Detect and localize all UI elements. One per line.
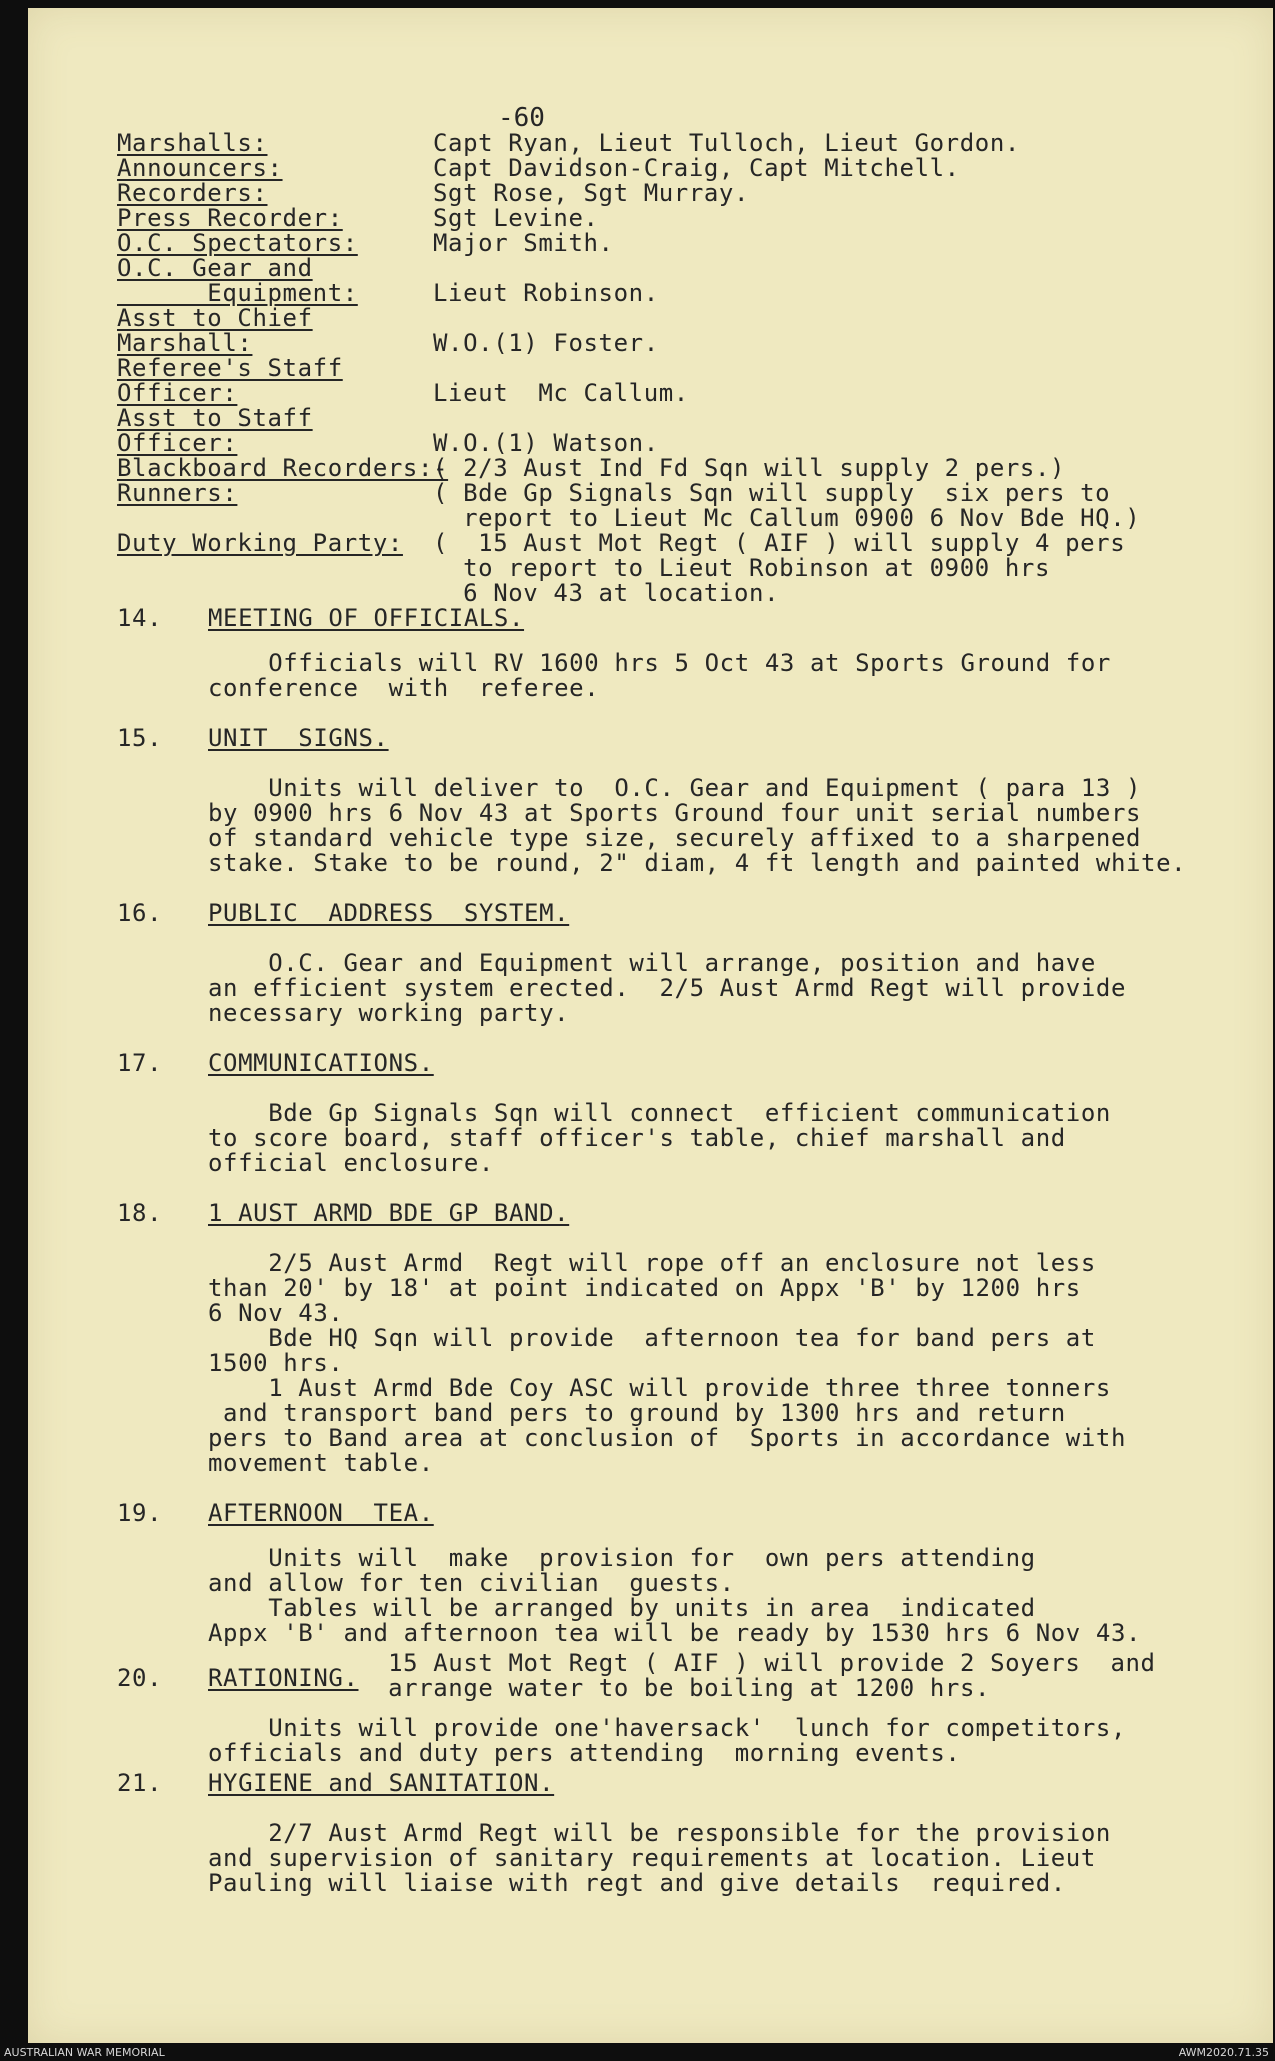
official-names: Lieut Mc Callum. xyxy=(433,379,689,407)
official-role: Marshall: xyxy=(117,329,253,357)
section-line: official enclosure. xyxy=(208,1149,494,1177)
official-role: Asst to Chief xyxy=(117,304,313,332)
section-line: 2/5 Aust Armd Regt will rope off an enclosure not less xyxy=(208,1249,1096,1277)
official-role: Press Recorder: xyxy=(117,204,343,232)
section-line: Appx 'B' and afternoon tea will be ready by 1530 hrs 6 Nov 43. xyxy=(208,1619,1142,1647)
official-role: Officer: xyxy=(117,429,238,457)
section-line: stake. Stake to be round, 2" diam, 4 ft length and painted white. xyxy=(208,849,1187,877)
official-role: Marshalls: xyxy=(117,129,268,157)
section-line: 1 Aust Armd Bde Coy ASC will provide three three tonners xyxy=(208,1374,1111,1402)
section-heading: RATIONING. xyxy=(208,1664,359,1692)
section-heading: MEETING OF OFFICIALS. xyxy=(208,604,525,632)
section-line: by 0900 hrs 6 Nov 43 at Sports Ground four unit serial numbers xyxy=(208,799,1142,827)
section-line: movement table. xyxy=(208,1449,434,1477)
official-names: Lieut Robinson. xyxy=(433,279,659,307)
official-names: to report to Lieut Robinson at 0900 hrs xyxy=(433,554,1051,582)
section-line: officials and duty pers attending morning events. xyxy=(208,1739,961,1767)
section-line: 1500 hrs. xyxy=(208,1349,344,1377)
section-line: Bde Gp Signals Sqn will connect efficient communication xyxy=(208,1099,1111,1127)
section-line: pers to Band area at conclusion of Sports in accordance with xyxy=(208,1424,1127,1452)
section-line: than 20' by 18' at point indicated on Appx 'B' by 1200 hrs xyxy=(208,1274,1081,1302)
section-number: 21. xyxy=(117,1769,163,1797)
footer-catalogue-number: AWM2020.71.35 xyxy=(1178,2046,1269,2059)
official-role: Recorders: xyxy=(117,179,268,207)
section-heading: HYGIENE and SANITATION. xyxy=(208,1769,555,1797)
section-heading: AFTERNOON TEA. xyxy=(208,1499,434,1527)
footer-credit: AUSTRALIAN WAR MEMORIAL xyxy=(4,2046,165,2059)
official-role: O.C. Gear and xyxy=(117,254,313,282)
section-number: 17. xyxy=(117,1049,163,1077)
official-names: Sgt Rose, Sgt Murray. xyxy=(433,179,750,207)
official-role: O.C. Spectators: xyxy=(117,229,358,257)
section-line: an efficient system erected. 2/5 Aust Armd Regt will provide xyxy=(208,974,1127,1002)
official-names: ( Bde Gp Signals Sqn will supply six pers to xyxy=(433,479,1111,507)
section-line: necessary working party. xyxy=(208,999,570,1027)
section-number: 20. xyxy=(117,1664,163,1692)
official-names: W.O.(1) Watson. xyxy=(433,429,659,457)
section-line: Tables will be arranged by units in area indicated xyxy=(208,1594,1036,1622)
section-line: and supervision of sanitary requirements at location. Lieut xyxy=(208,1844,1096,1872)
official-role: Runners: xyxy=(117,479,238,507)
official-names: ( 15 Aust Mot Regt ( AIF ) will supply 4 pers xyxy=(433,529,1126,557)
section-line: Bde HQ Sqn will provide afternoon tea for band pers at xyxy=(208,1324,1096,1352)
section-line: 2/7 Aust Armd Regt will be responsible for the provision xyxy=(208,1819,1111,1847)
official-role: Equipment: xyxy=(117,279,358,307)
official-names: Capt Ryan, Lieut Tulloch, Lieut Gordon. xyxy=(433,129,1020,157)
section-heading: UNIT SIGNS. xyxy=(208,724,389,752)
section-line: Officials will RV 1600 hrs 5 Oct 43 at Sports Ground for xyxy=(208,649,1111,677)
page-number: -60 xyxy=(498,103,545,133)
section-number: 19. xyxy=(117,1499,163,1527)
official-names: Capt Davidson-Craig, Capt Mitchell. xyxy=(433,154,960,182)
section-line: and allow for ten civilian guests. xyxy=(208,1569,735,1597)
section-line: Units will deliver to O.C. Gear and Equipment ( para 13 ) xyxy=(208,774,1142,802)
official-role: Referee's Staff xyxy=(117,354,343,382)
section-heading: 1 AUST ARMD BDE GP BAND. xyxy=(208,1199,570,1227)
section-number: 16. xyxy=(117,899,163,927)
section-line: Pauling will liaise with regt and give details required. xyxy=(208,1869,1066,1897)
section-line: conference with referee. xyxy=(208,674,600,702)
section-heading: COMMUNICATIONS. xyxy=(208,1049,434,1077)
section-line: of standard vehicle type size, securely affixed to a sharpened xyxy=(208,824,1142,852)
section-line: 15 Aust Mot Regt ( AIF ) will provide 2 Soyers and xyxy=(358,1649,1156,1677)
official-names: report to Lieut Mc Callum 0900 6 Nov Bde HQ.) xyxy=(433,504,1141,532)
official-role: Announcers: xyxy=(117,154,283,182)
section-line: O.C. Gear and Equipment will arrange, position and have xyxy=(208,949,1096,977)
official-names: Sgt Levine. xyxy=(433,204,599,232)
section-line: 6 Nov 43. xyxy=(208,1299,344,1327)
official-role: Duty Working Party: xyxy=(117,529,403,557)
section-number: 15. xyxy=(117,724,163,752)
section-line: and transport band pers to ground by 1300 hrs and return xyxy=(208,1399,1066,1427)
section-heading: PUBLIC ADDRESS SYSTEM. xyxy=(208,899,570,927)
official-names: 6 Nov 43 at location. xyxy=(433,579,780,607)
official-names: W.O.(1) Foster. xyxy=(433,329,659,357)
section-line: Units will make provision for own pers attending xyxy=(208,1544,1036,1572)
section-line: Units will provide one'haversack' lunch for competitors, xyxy=(208,1714,1127,1742)
official-role: Officer: xyxy=(117,379,238,407)
document-page xyxy=(28,8,1273,2043)
section-line: arrange water to be boiling at 1200 hrs. xyxy=(358,1674,991,1702)
official-names: Major Smith. xyxy=(433,229,614,257)
section-number: 18. xyxy=(117,1199,163,1227)
section-line: to score board, staff officer's table, chief marshall and xyxy=(208,1124,1066,1152)
official-role: Asst to Staff xyxy=(117,404,313,432)
official-role: Blackboard Recorders:- xyxy=(117,454,449,482)
section-number: 14. xyxy=(117,604,163,632)
official-names: ( 2/3 Aust Ind Fd Sqn will supply 2 pers.) xyxy=(433,454,1066,482)
